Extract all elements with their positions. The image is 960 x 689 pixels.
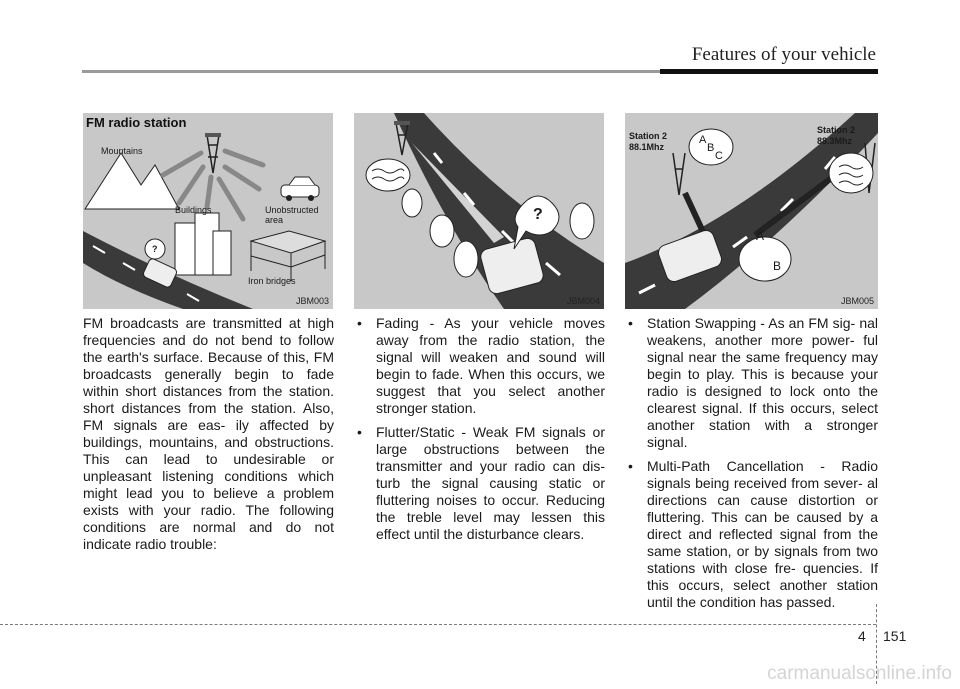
- figure-station-swapping: [625, 113, 878, 309]
- label-a-top: A: [699, 134, 707, 146]
- label-question: ?: [152, 244, 158, 254]
- bullet-icon: •: [628, 458, 633, 474]
- list-item-text: Flutter/Static - Weak FM signals or large obstructions between the transmitter and your radio can dis- turb the signal causing static or fluttering noises to occur. Reducing the treble level may lessen this effect until the disturbance clears.: [376, 424, 605, 542]
- label-freq-right: 88.3Mhz: [817, 136, 853, 146]
- list-item: [354, 424, 605, 543]
- list-item: [625, 315, 878, 451]
- list-item-text: Multi-Path Cancellation - Radio signals being received from sever- al directions can cause distortion or fluttering. This can be caused by a direct and reflected signal from the same station, or by signals from two stations with close fre- quencies. If this occurs, select another station until the condition has passed.: [647, 458, 878, 610]
- label-b-bottom: B: [773, 259, 782, 273]
- header-rule-black: [660, 69, 878, 74]
- fm-intro-paragraph: FM broadcasts are transmitted at high frequencies and do not bend to follow the earth's surface. Because of this, FM broadcasts generally begin to fade within short distances from the station. short distances from the station. Also, FM signals are eas- ily affected by buildings, mountains, and obstructions. This can lead to undesirable or unpleasant listening conditions which might lead you to believe a problem exists with your radio. The following conditions are normal and do not indicate radio trouble:: [83, 315, 334, 552]
- figure-title: FM radio station: [86, 115, 187, 130]
- label-question: ?: [533, 206, 543, 223]
- label-buildings: Buildings: [175, 205, 212, 215]
- label-station-right: Station 2: [817, 125, 856, 135]
- bullet-icon: •: [357, 424, 362, 440]
- label-mountains: Mountains: [101, 146, 143, 156]
- label-station-left: Station 2: [629, 131, 668, 141]
- header-rule-gray: [82, 70, 660, 73]
- bullet-icon: •: [628, 315, 633, 331]
- label-b-top: B: [707, 142, 715, 154]
- footer-rule: [0, 624, 876, 625]
- label-unobstructed-area: Unobstructed area: [265, 205, 319, 225]
- list-item: [354, 315, 605, 417]
- label-freq-left: 88.1Mhz: [629, 142, 665, 152]
- figure-code: JBM005: [840, 296, 874, 306]
- list-item-text: Station Swapping - As an FM sig- nal weakens, another more power- ful signal near the same frequency may begin to play. This is because your radio is designed to lock onto the clearest signal. If this occurs, select another station with a stronger signal.: [647, 315, 878, 450]
- column-fading-flutter: [354, 315, 605, 550]
- figure-fading-flutter: [354, 113, 604, 309]
- header-title: Features of your vehicle: [691, 44, 876, 65]
- fading-illustration: [354, 113, 604, 309]
- column-station-swapping: [625, 315, 878, 618]
- figure-code: JBM003: [295, 296, 329, 306]
- chapter-number: 4: [858, 628, 866, 644]
- label-c-top: C: [715, 150, 723, 162]
- watermark: carmanualsonline.info: [767, 663, 952, 684]
- list-item-text: Fading - As your vehicle moves away from the radio station, the signal will weaken and sound will begin to fade. When this occurs, we suggest that you select another stronger station.: [376, 315, 605, 416]
- bullet-icon: •: [357, 315, 362, 331]
- figure-fm-radio-station: [83, 113, 333, 309]
- page-number: 151: [883, 628, 907, 644]
- list-item: [625, 458, 878, 611]
- label-a-bottom: A: [756, 229, 765, 243]
- figure-code: JBM004: [566, 296, 600, 306]
- label-iron-bridges: Iron bridges: [248, 276, 296, 286]
